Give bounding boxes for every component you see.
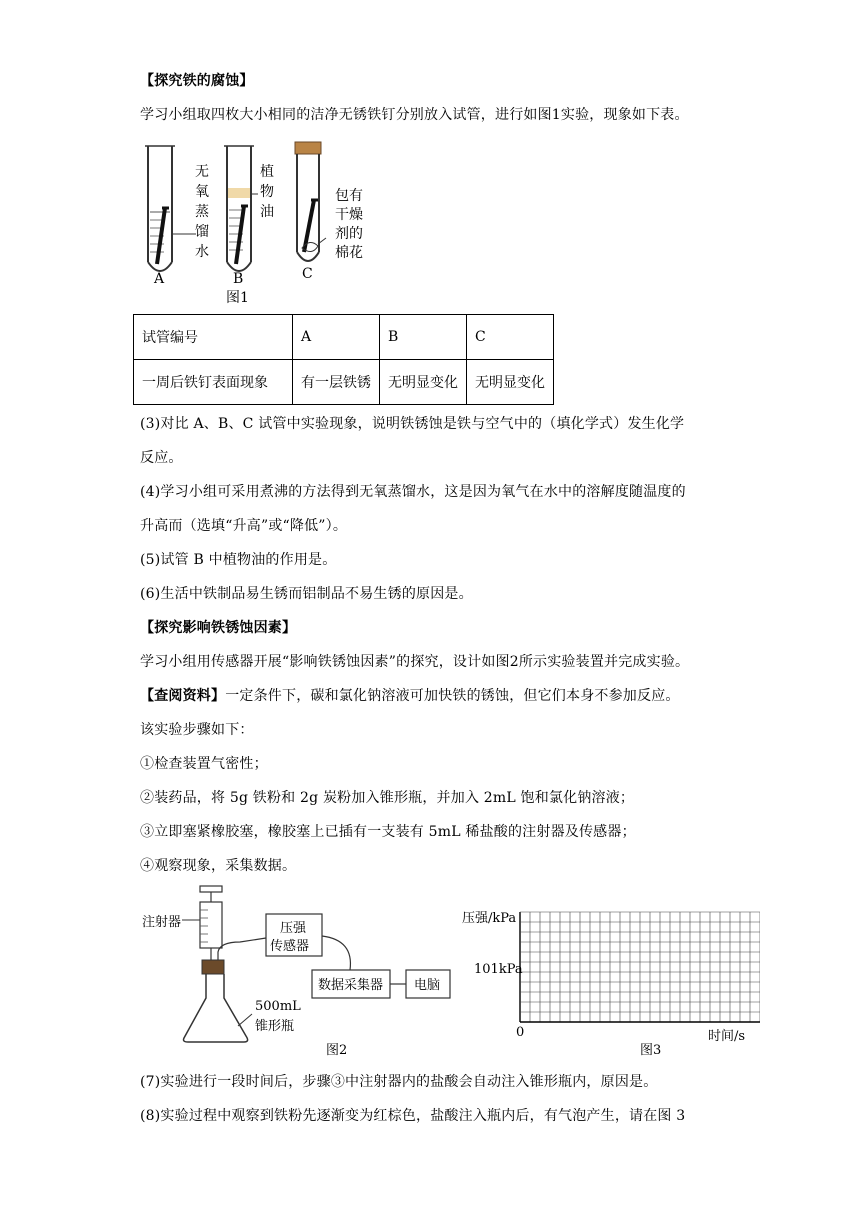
question-5: (5)试管 B 中植物油的作用是。 bbox=[140, 552, 337, 568]
sensor-label: 传感器 bbox=[270, 939, 310, 954]
question-6: (6)生活中铁制品易生锈而铝制品不易生锈的原因是。 bbox=[140, 586, 473, 602]
table-cell: 无明显变化 bbox=[380, 360, 467, 405]
origin-label: 0 bbox=[516, 1025, 525, 1040]
table-cell: 试管编号 bbox=[134, 315, 293, 360]
table-row bbox=[134, 315, 554, 360]
label-c-line: 包有 bbox=[335, 188, 363, 204]
sensor-label: 压强 bbox=[280, 921, 307, 936]
tube-a-label: A bbox=[154, 271, 165, 287]
observation-table bbox=[133, 314, 554, 405]
section-title-factors: 【探究影响铁锈蚀因素】 bbox=[140, 620, 297, 636]
table-cell: 无明显变化 bbox=[467, 360, 554, 405]
tube-c bbox=[295, 142, 326, 261]
reference-paragraph bbox=[140, 685, 680, 705]
computer-label: 电脑 bbox=[414, 978, 441, 993]
steps-intro: 该实验步骤如下： bbox=[140, 722, 254, 738]
question-3-line1: (3)对比 A、B、C 试管中实验现象，说明铁锈蚀是铁与空气中的（填化学式）发生化学 bbox=[140, 416, 685, 432]
step-item: ③立即塞紧橡胶塞，橡胶塞上已插有一支装有 5mL 稀盐酸的注射器及传感器； bbox=[140, 824, 636, 840]
question-8: (8)实验过程中观察到铁粉先逐渐变为红棕色，盐酸注入瓶内后，有气泡产生，请在图 3 bbox=[140, 1108, 686, 1124]
question-3-line2: 反应。 bbox=[140, 450, 183, 466]
rubber-stopper bbox=[202, 960, 224, 974]
tube-b bbox=[224, 146, 258, 271]
label-b-char: 物 bbox=[260, 184, 274, 200]
label-a-char: 无 bbox=[195, 164, 209, 180]
reference-tag: 【查阅资料】 bbox=[140, 688, 226, 704]
label-b-char: 油 bbox=[260, 204, 274, 220]
tube-a bbox=[145, 146, 196, 271]
table-cell: A bbox=[293, 315, 380, 360]
label-c-line: 剂的 bbox=[335, 226, 363, 242]
conical-flask bbox=[184, 974, 248, 1042]
intro-paragraph: 学习小组取四枚大小相同的洁净无锈铁钉分别放入试管，进行如图1实验，现象如下表。 bbox=[140, 107, 689, 123]
flask-label: 500mL bbox=[255, 999, 301, 1014]
label-a-char: 水 bbox=[195, 244, 209, 260]
section-title-corrosion: 【探究铁的腐蚀】 bbox=[140, 73, 254, 89]
table-row bbox=[134, 360, 554, 405]
syringe bbox=[182, 886, 222, 960]
collector-label: 数据采集器 bbox=[318, 978, 384, 993]
nail-b bbox=[236, 206, 244, 264]
tube-c-label: C bbox=[302, 266, 313, 282]
grid bbox=[520, 912, 760, 1022]
question-4-line2: 升高而（选填“升高”或“降低”）。 bbox=[140, 518, 348, 534]
reference-text: 一定条件下，碳和氯化钠溶液可加快铁的锈蚀，但它们本身不参加反应。 bbox=[225, 688, 680, 704]
reference-pressure-label: 101kPa bbox=[474, 962, 523, 977]
table-cell: 一周后铁钉表面现象 bbox=[134, 360, 293, 405]
table-cell: C bbox=[467, 315, 554, 360]
label-a-char: 蒸 bbox=[195, 204, 209, 220]
figure2-caption: 图2 bbox=[326, 1043, 348, 1058]
figure3-grid-chart bbox=[460, 900, 760, 1060]
table-cell: B bbox=[380, 315, 467, 360]
figure1-caption: 图1 bbox=[226, 290, 249, 306]
table-cell: 有一层铁锈 bbox=[293, 360, 380, 405]
figure2-apparatus bbox=[140, 880, 460, 1060]
label-c-line: 棉花 bbox=[335, 245, 363, 261]
figure3-caption: 图3 bbox=[640, 1043, 662, 1058]
intro2-paragraph: 学习小组用传感器开展“影响铁锈蚀因素”的探究，设计如图2所示实验装置并完成实验。 bbox=[140, 654, 690, 670]
question-7: (7)实验进行一段时间后，步骤③中注射器内的盐酸会自动注入锥形瓶内，原因是。 bbox=[140, 1074, 658, 1090]
step-item: ④观察现象，采集数据。 bbox=[140, 858, 297, 874]
flask-label: 锥形瓶 bbox=[255, 1019, 295, 1034]
tube-b-label: B bbox=[233, 271, 244, 287]
label-a-char: 氧 bbox=[195, 184, 209, 200]
question-4-line1: (4)学习小组可采用煮沸的方法得到无氧蒸馏水，这是因为氧气在水中的溶解度随温度的 bbox=[140, 484, 686, 500]
figure1-test-tubes bbox=[140, 140, 380, 312]
label-c-line: 干燥 bbox=[335, 207, 363, 223]
stopper-c bbox=[295, 142, 321, 154]
step-item: ②装药品，将 5g 铁粉和 2g 炭粉加入锥形瓶，并加入 2mL 饱和氯化钠溶液； bbox=[140, 790, 635, 806]
step-item: ①检查装置气密性； bbox=[140, 756, 268, 772]
label-a-char: 馏 bbox=[195, 224, 209, 240]
oil-layer bbox=[228, 188, 250, 198]
label-b-char: 植 bbox=[260, 164, 274, 180]
y-axis-label: 压强/kPa bbox=[462, 911, 517, 926]
x-axis-label: 时间/s bbox=[708, 1029, 746, 1044]
syringe-label: 注射器 bbox=[142, 915, 182, 930]
